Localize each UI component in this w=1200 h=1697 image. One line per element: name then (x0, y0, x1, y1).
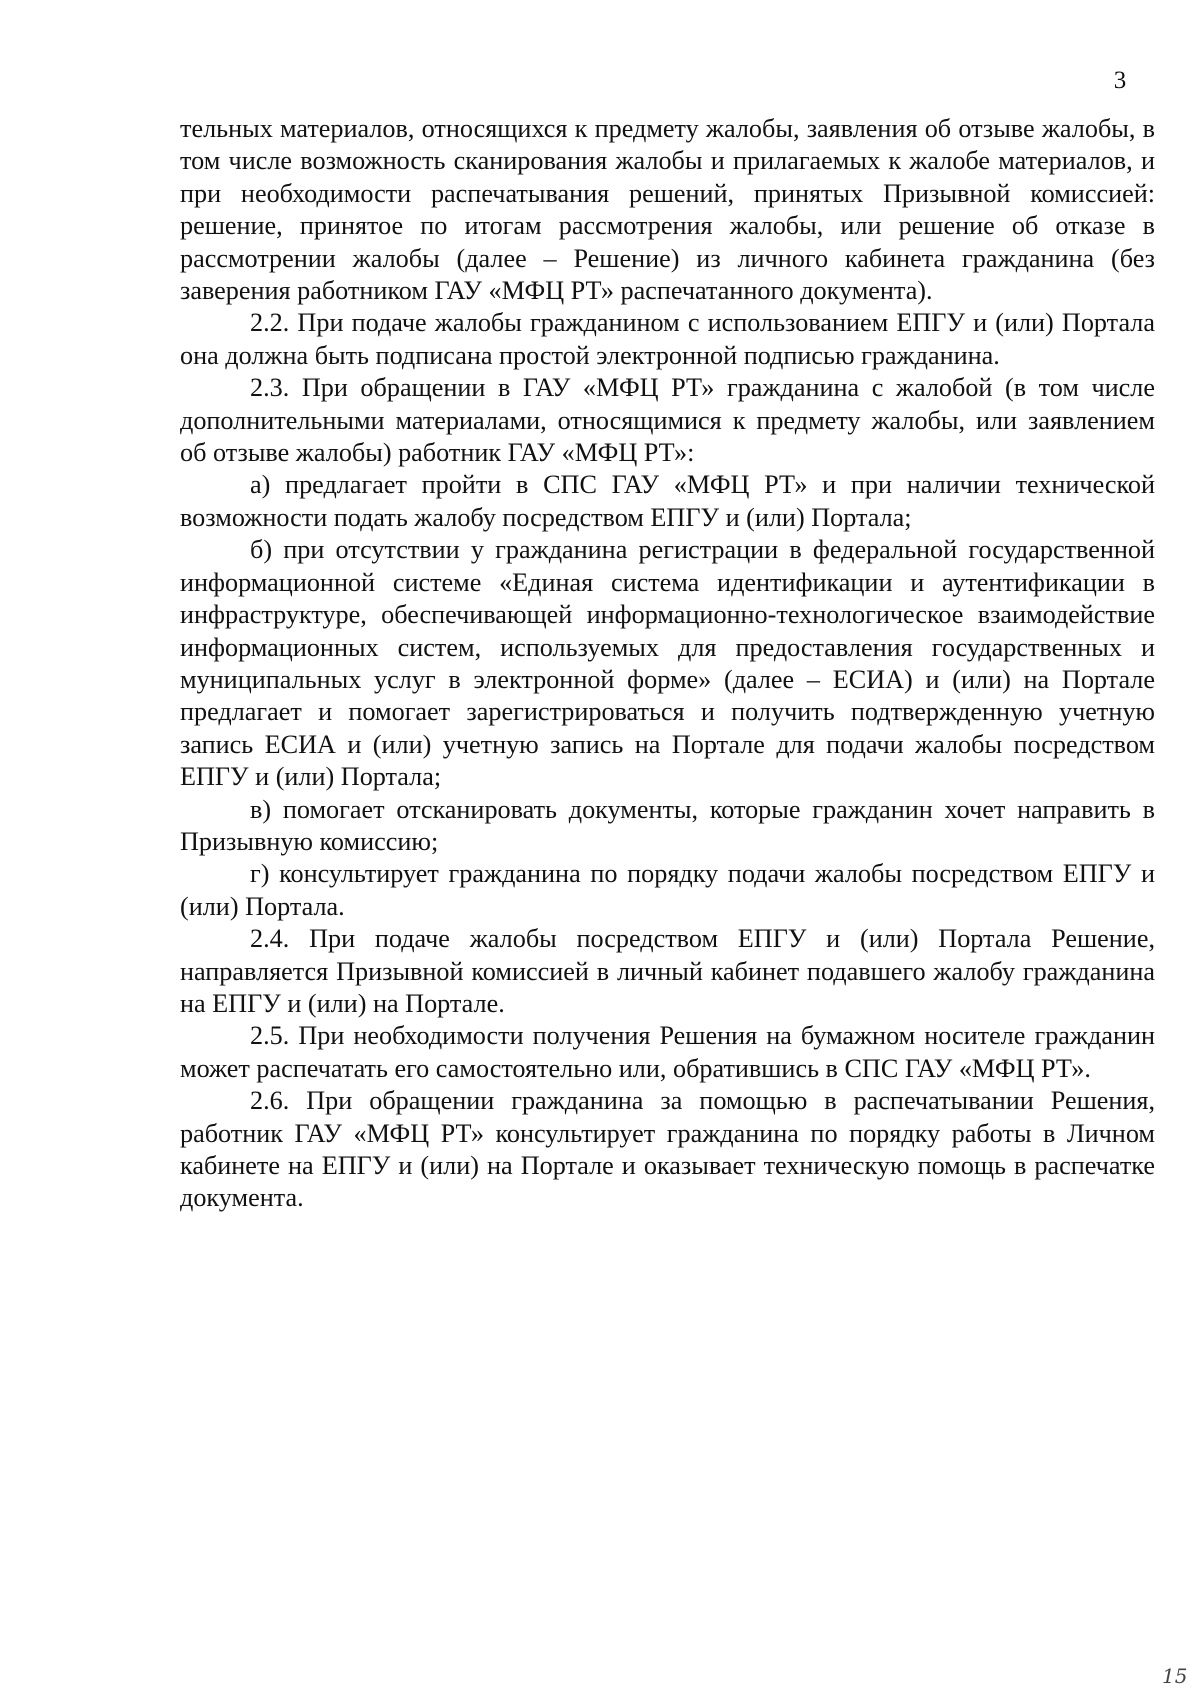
paragraph-2-2: 2.2. При подаче жалобы гражданином с использованием ЕПГУ и (или) Портала она должна быть подписана простой электронной подписью гражданина. (180, 308, 1155, 370)
list-item-v: в) помогает отсканировать документы, которые гражданин хочет направить в Призывную комиссию; (180, 794, 1155, 856)
list-item-a: а) предлагает пройти в СПС ГАУ «МФЦ РТ» и при наличии технической возможности подать жалобу посредством ЕПГУ и (или) Портала; (180, 470, 1155, 532)
paragraph-2-4: 2.4. При подаче жалобы посредством ЕПГУ и (или) Портала Решение, направляется Призывной комиссией в личный кабинет подавшего жалобу гражданина на ЕПГУ и (или) на Портале. (180, 924, 1155, 1018)
paragraph-2-6: 2.6. При обращении гражданина за помощью в распечатывании Решения, работник ГАУ «МФЦ РТ» консультирует гражданина по порядку работы в Личном кабинете на ЕПГУ и (или) на Портале и оказывает техническую помощь в распечатке документа. (180, 1086, 1155, 1213)
list-item-b: б) при отсутствии у гражданина регистрации в федеральной государственной информационной системе «Единая система идентификации и аутентификации в инфраструктуре, обеспечивающей информационно-технологическое взаимодействие информационных систем, используемых для предоставления государственных и муниципальных услуг в электронной форме» (далее – ЕСИА) и (или) на Портале предлагает и помогает зарегистрироваться и получить подтвержденную учетную запись ЕСИА и (или) учетную запись на Портале для подачи жалобы посредством ЕПГУ и (или) Портала; (180, 535, 1155, 792)
page-number: 3 (1113, 67, 1127, 94)
document-body (180, 113, 1155, 1215)
paragraph-2-5: 2.5. При необходимости получения Решения на бумажном носителе гражданин может распечатать его самостоятельно или, обратившись в СПС ГАУ «МФЦ РТ». (180, 1021, 1155, 1083)
paragraph-2-3: 2.3. При обращении в ГАУ «МФЦ РТ» гражданина с жалобой (в том числе дополнительными материалами, относящимися к предмету жалобы, или заявлением об отзыве жалобы) работник ГАУ «МФЦ РТ»: (180, 373, 1155, 468)
list-item-g: г) консультирует гражданина по порядку подачи жалобы посредством ЕПГУ и (или) Портала. (180, 859, 1155, 921)
paragraph-continuation: тельных материалов, относящихся к предмету жалобы, заявления об отзыве жалобы, в том числе возможность сканирования жалобы и прилагаемых к жалобе материалов, и при необходимости распечатывания решений, принятых Призывной комиссией: решение, принятое по итогам рассмотрения жалобы, или решение об отказе в рассмотрении жалобы (далее – Решение) из личного кабинета гражданина (без заверения работником ГАУ «МФЦ РТ» распечатанного документа). (180, 114, 1155, 306)
handwritten-page-mark: 15 (1162, 1664, 1188, 1688)
